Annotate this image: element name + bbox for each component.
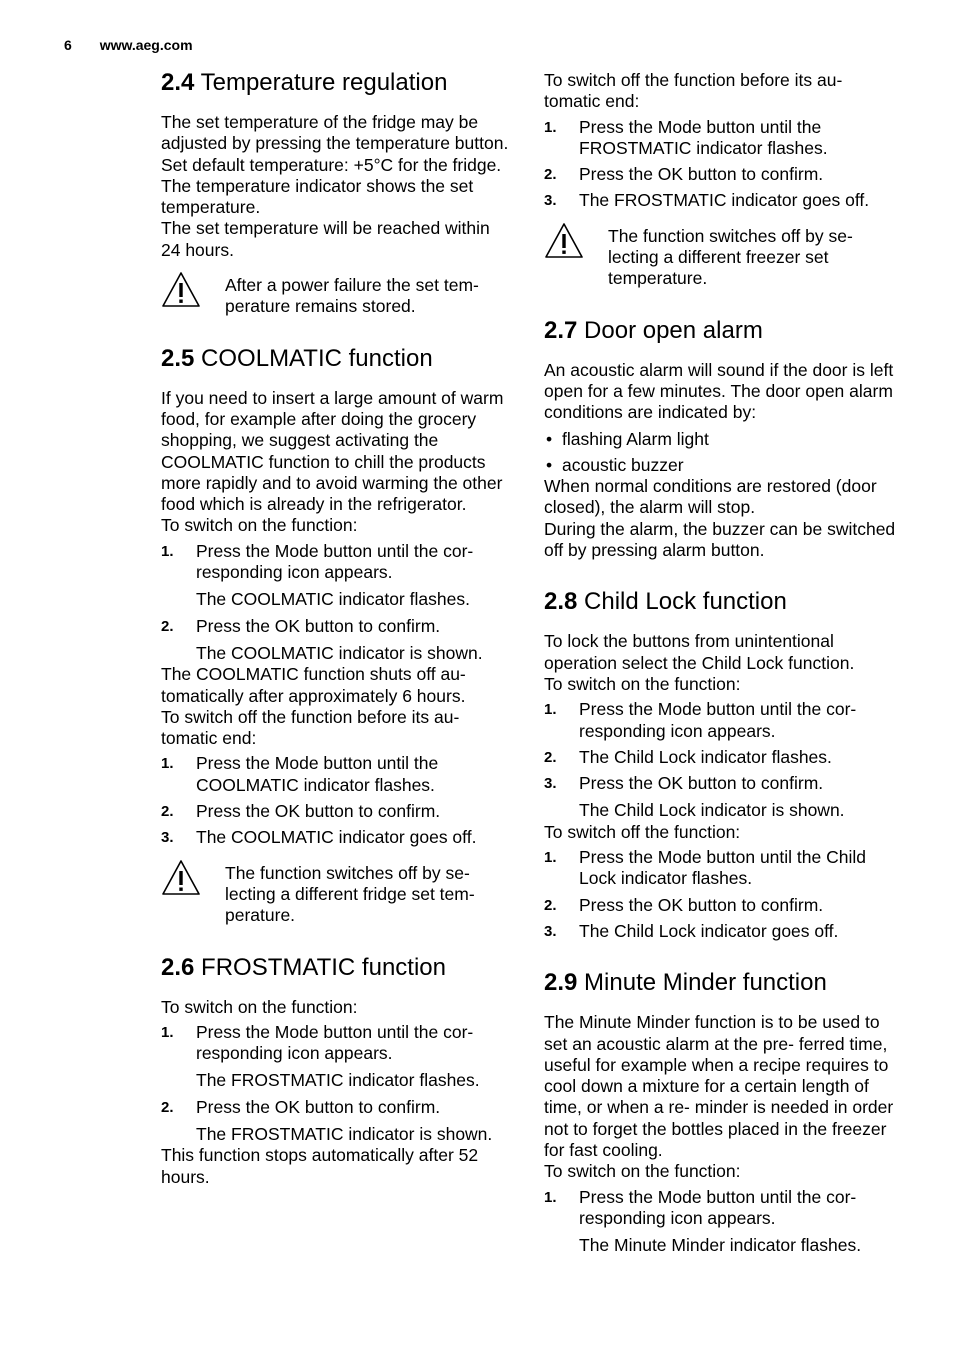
steps-list <box>161 616 513 637</box>
right-column <box>544 70 896 1282</box>
steps-list <box>161 541 513 584</box>
paragraph: When normal conditions are restored (door closed), the alarm will stop. <box>544 476 877 518</box>
page-header <box>64 37 193 53</box>
list-item: • acoustic buzzer <box>544 455 896 476</box>
list-item: 3. The Child Lock indicator goes off. <box>544 920 839 941</box>
list-item: 1. Press the Mode button until the Child Lock indicator flashes. <box>544 847 866 889</box>
step-result: The COOLMATIC indicator is shown. <box>196 642 483 663</box>
paragraph: To switch off the function before its au- tomatic end: <box>544 70 843 112</box>
steps-list <box>161 753 513 848</box>
step-result: The FROSTMATIC indicator is shown. <box>196 1123 493 1144</box>
list-item: 1. Press the Mode button until the COOLMATIC indicator flashes. <box>161 753 439 795</box>
list-item: 3. The COOLMATIC indicator goes off. <box>161 827 477 848</box>
paragraph: The set temperature of the fridge may be adjusted by pressing the temperature button. <box>161 112 509 154</box>
paragraph: To switch off the function: <box>544 821 741 842</box>
paragraph: Set default temperature: +5°C for the fridge. <box>161 154 502 175</box>
section-heading: 2.5 COOLMATIC function <box>161 344 433 372</box>
list-item: 2. The Child Lock indicator flashes. <box>544 746 832 767</box>
warning-icon <box>544 222 584 260</box>
list-item: 2. Press the OK button to confirm. <box>161 615 441 636</box>
list-item: 2. Press the OK button to confirm. <box>544 164 824 185</box>
list-item: 2. Press the OK button to confirm. <box>161 801 441 822</box>
paragraph: To switch on the function: <box>161 515 358 536</box>
list-item: 1. Press the Mode button until the cor- responding icon appears. <box>544 1186 857 1228</box>
section-frostmatic <box>161 953 513 1188</box>
list-item: 3. Press the OK button to confirm. <box>544 773 824 794</box>
section-heading: 2.6 FROSTMATIC function <box>161 953 446 981</box>
paragraph: The temperature indicator shows the set temperature. <box>161 175 474 218</box>
section-heading: 2.9 Minute Minder function <box>544 969 827 997</box>
steps-list <box>544 117 896 212</box>
paragraph: To switch on the function: <box>161 996 358 1017</box>
steps-list <box>544 699 896 794</box>
section-heading: 2.7 Door open alarm <box>544 316 763 344</box>
paragraph: To lock the buttons from unintentional operation select the Child Lock function. <box>544 631 855 673</box>
paragraph: To switch off the function before its au- tomatic end: <box>161 706 460 749</box>
list-item: 1. Press the Mode button until the cor- responding icon appears. <box>161 540 474 583</box>
page-number: 6 <box>64 37 72 53</box>
section-door-open-alarm <box>544 316 896 562</box>
paragraph: The Minute Minder function is to be used to set an acoustic alarm at the pre- ferred time, useful for example when a recipe requires to cool down a mixture for a certain length of time, or when a re- minder is needed in order not to forget the bottles placed in the freezer for fast cooling. <box>544 1012 894 1160</box>
section-child-lock <box>544 587 896 942</box>
list-item: 2. Press the OK button to confirm. <box>544 894 824 915</box>
warning-icon <box>161 271 201 309</box>
steps-list <box>161 1097 513 1118</box>
paragraph: If you need to insert a large amount of warm food, for example after doing the grocery shopping, we suggest activating the COOLMATIC function to chill the products more rapidly and to avoid warming the other food which is already in the refrigerator. <box>161 387 504 515</box>
paragraph: To switch on the function: <box>544 1161 741 1182</box>
website-link[interactable]: www.aeg.com <box>99 37 193 53</box>
step-result: The FROSTMATIC indicator flashes. <box>196 1070 480 1091</box>
section-minute-minder <box>544 968 896 1256</box>
list-item: 3. The FROSTMATIC indicator goes off. <box>544 190 870 211</box>
paragraph: The set temperature will be reached within 24 hours. <box>161 218 490 260</box>
paragraph: This function stops automatically after 52 hours. <box>161 1145 479 1187</box>
paragraph: During the alarm, the buzzer can be switched off by pressing alarm button. <box>544 518 896 561</box>
paragraph: The COOLMATIC function shuts off au- tomatically after approximately 6 hours. <box>161 664 466 706</box>
step-result: The COOLMATIC indicator flashes. <box>196 589 470 610</box>
steps-list <box>544 847 896 942</box>
section-temperature-regulation <box>161 68 513 318</box>
warning-icon <box>161 859 201 897</box>
paragraph: To switch on the function: <box>544 673 741 694</box>
step-result: The Child Lock indicator is shown. <box>579 800 845 821</box>
left-column <box>161 68 513 1214</box>
warning-note: After a power failure the set tem- perature remains stored. <box>161 275 513 318</box>
steps-list <box>161 1022 513 1065</box>
list-item: • flashing Alarm light <box>544 429 896 450</box>
warning-note: The function switches off by se- lecting a different fridge set tem- perature. <box>161 863 513 927</box>
list-item: 1. Press the Mode button until the FROSTMATIC indicator flashes. <box>544 116 828 158</box>
steps-list <box>544 1187 896 1230</box>
warning-note: The function switches off by se- lecting a different freezer set temperature. <box>544 226 896 290</box>
section-heading: 2.8 Child Lock function <box>544 588 787 616</box>
section-coolmatic <box>161 344 513 927</box>
list-item: 2. Press the OK button to confirm. <box>161 1096 441 1117</box>
paragraph: An acoustic alarm will sound if the door is left open for a few minutes. The door open alarm conditions are indicated by: <box>544 359 894 423</box>
section-frostmatic-continued <box>544 70 896 290</box>
list-item: 1. Press the Mode button until the cor- responding icon appears. <box>161 1021 474 1064</box>
list-item: 1. Press the Mode button until the cor- responding icon appears. <box>544 699 857 741</box>
bullet-list <box>544 429 896 477</box>
step-result: The Minute Minder indicator flashes. <box>579 1235 862 1256</box>
section-heading: 2.4 Temperature regulation <box>161 69 448 96</box>
